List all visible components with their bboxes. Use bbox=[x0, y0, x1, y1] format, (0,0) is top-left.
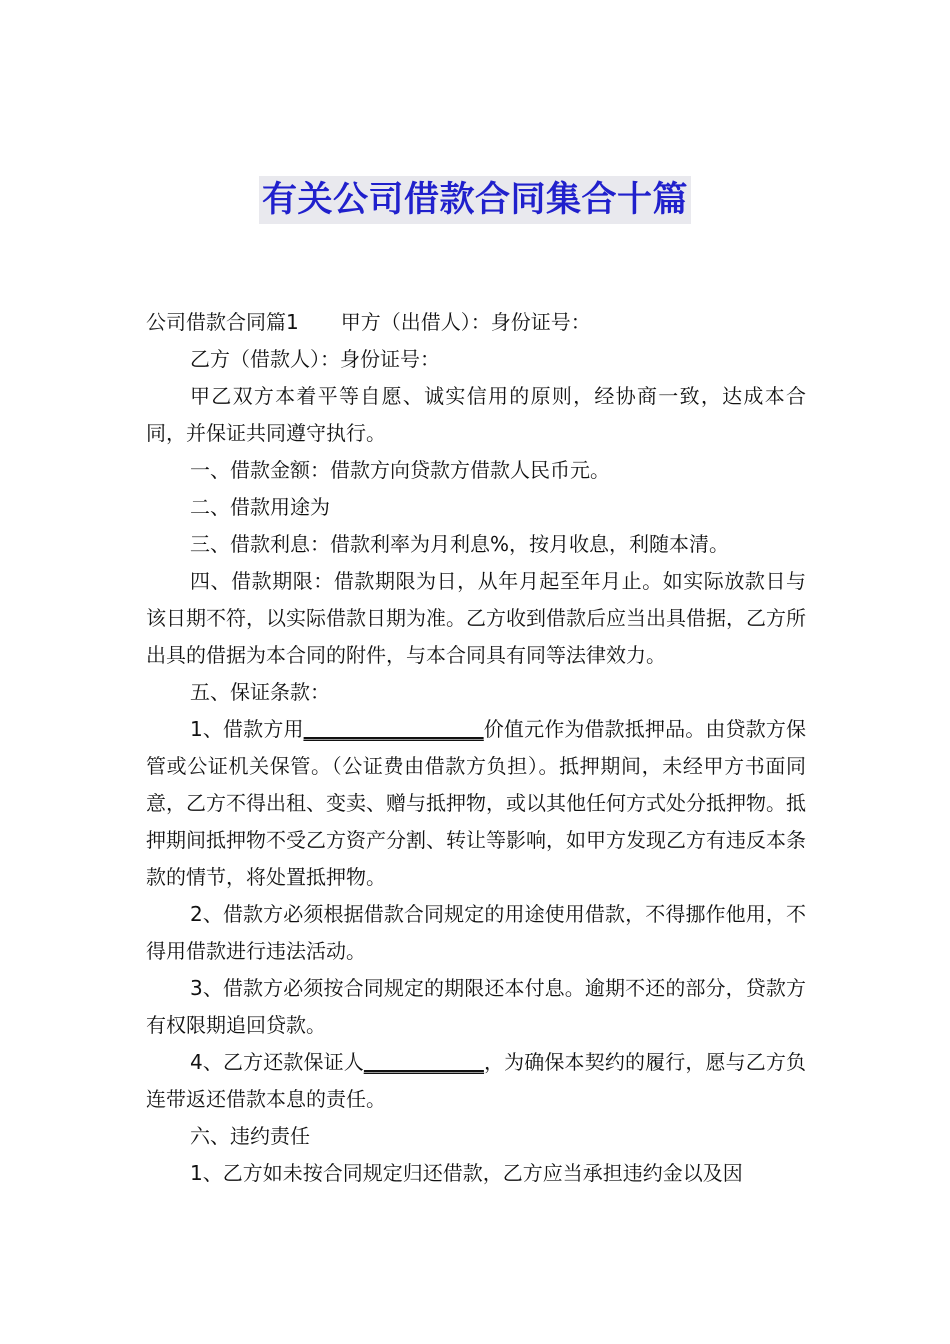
contract-number-label: 公司借款合同篇1 bbox=[146, 310, 299, 334]
clause-4-text-before: 4、乙方还款保证人 bbox=[190, 1050, 364, 1074]
clause-1-text-after: 价值元作为借款抵押品。由贷款方保管或公证机关保管。（公证费由借款方负担）。抵押期间，未经甲方书面同意，乙方不得出租、变卖、赠与抵押物，或以其他任何方式处分抵押物。抵押期间抵押物不受乙方资产分割、转让等影响，如甲方发现乙方有违反本条款的情节，将处置抵押物。 bbox=[146, 717, 806, 889]
clause-1-text-before: 1、借款方用 bbox=[190, 717, 304, 741]
breach-section-heading: 六、违约责任 bbox=[190, 1124, 310, 1148]
guarantee-clause-2: 2、借款方必须根据借款合同规定的用途使用借款，不得挪作他用，不得用借款进行违法活动。 bbox=[146, 902, 806, 963]
document-title: 有关公司借款合同集合十篇 bbox=[259, 176, 691, 224]
title-container bbox=[0, 176, 950, 224]
guarantor-blank-field: ____________ bbox=[363, 1050, 484, 1074]
guarantee-section-heading: 五、保证条款： bbox=[190, 680, 330, 704]
loan-interest-clause: 三、借款利息：借款利率为月利息%，按月收息，利随本清。 bbox=[190, 532, 730, 556]
breach-clause-1: 1、乙方如未按合同规定归还借款，乙方应当承担违约金以及因 bbox=[190, 1161, 743, 1185]
preamble-paragraph: 甲乙双方本着平等自愿、诚实信用的原则，经协商一致，达成本合同，并保证共同遵守执行。 bbox=[146, 384, 806, 445]
party-b-line: 乙方（借款人）：身份证号： bbox=[190, 347, 440, 371]
guarantee-clause-4 bbox=[146, 1044, 806, 1118]
loan-term-clause: 四、借款期限：借款期限为日，从年月起至年月止。如实际放款日与该日期不符，以实际借款日期为准。乙方收到借款后应当出具借据，乙方所出具的借据为本合同的附件，与本合同具有同等法律效力。 bbox=[146, 569, 806, 667]
collateral-blank-field: __________________ bbox=[303, 717, 484, 741]
loan-amount-clause: 一、借款金额：借款方向贷款方借款人民币元。 bbox=[190, 458, 610, 482]
loan-purpose-clause: 二、借款用途为 bbox=[190, 495, 330, 519]
clause-4-text-after: ，为确保本契约的履行，愿与乙方负连带返还借款本息的责任。 bbox=[146, 1050, 806, 1111]
guarantee-clause-1 bbox=[146, 711, 806, 896]
document-body bbox=[146, 304, 806, 1192]
contract-heading-line bbox=[146, 304, 806, 341]
guarantee-clause-3: 3、借款方必须按合同规定的期限还本付息。逾期不还的部分，贷款方有权限期追回贷款。 bbox=[146, 976, 806, 1037]
party-a-line: 甲方（出借人）：身份证号： bbox=[340, 310, 591, 334]
